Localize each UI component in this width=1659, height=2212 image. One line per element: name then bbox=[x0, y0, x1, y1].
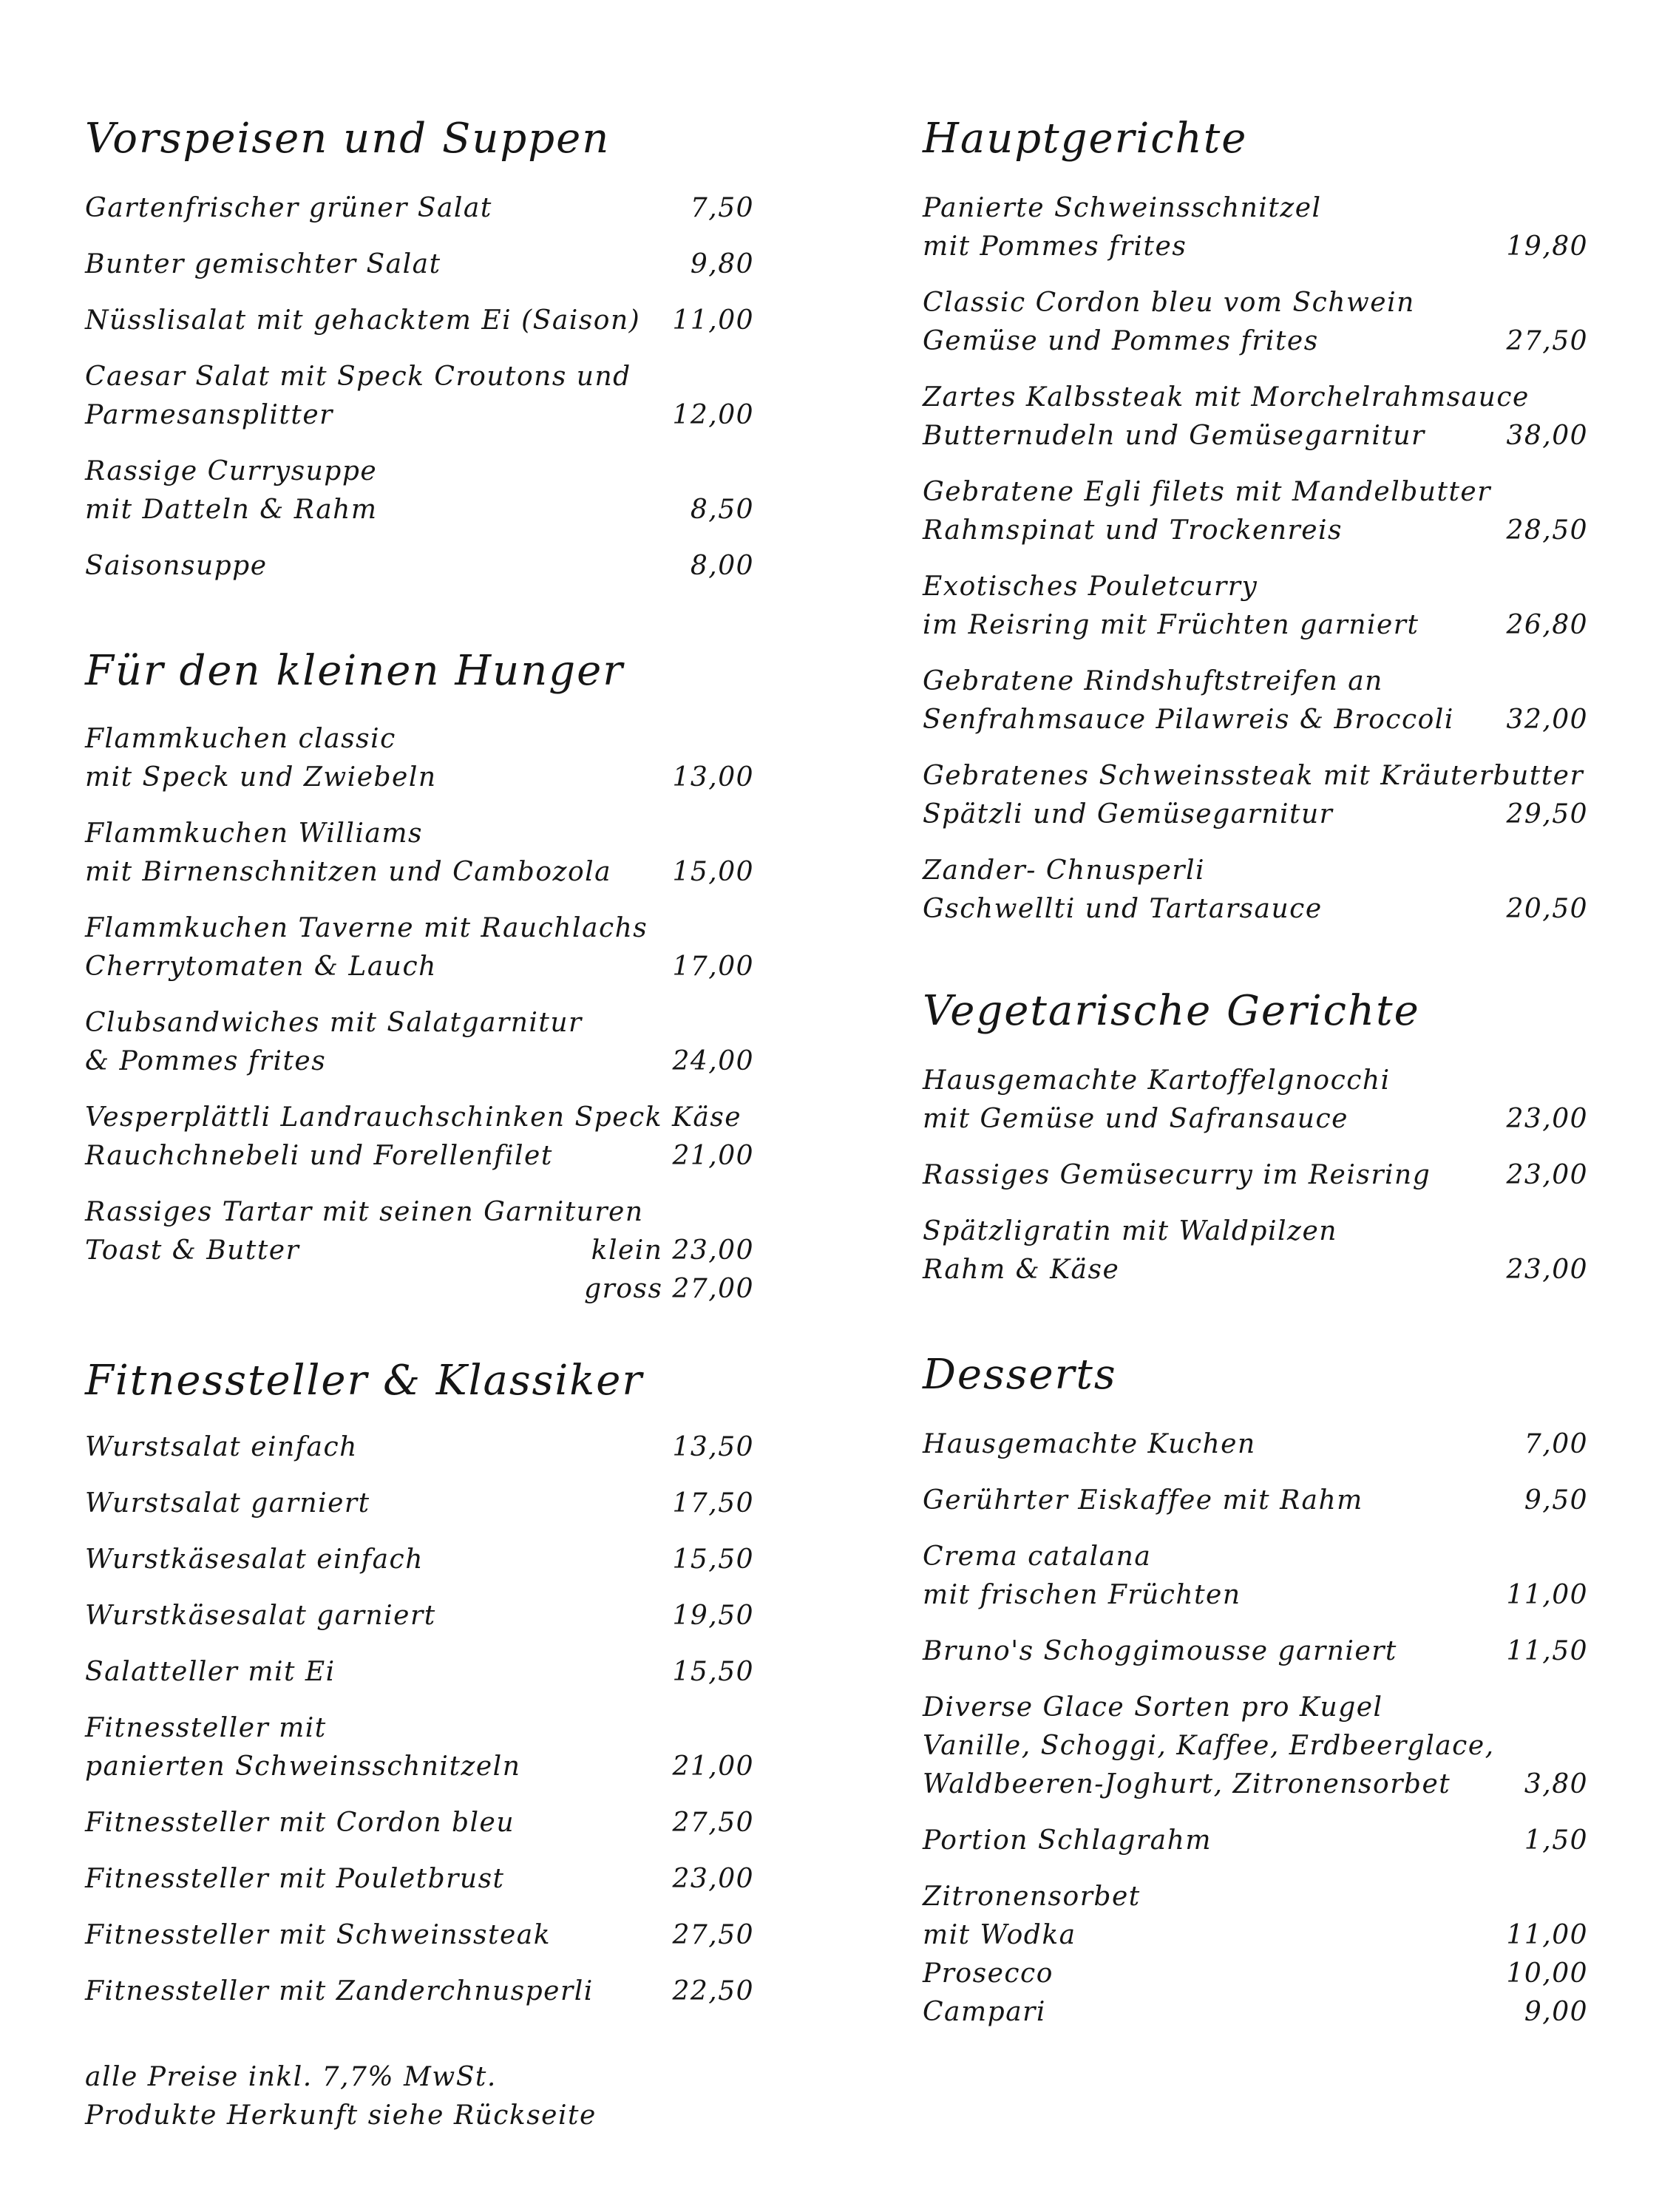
item-price: 19,80 bbox=[1506, 231, 1588, 262]
item-price: 22,50 bbox=[672, 1976, 754, 2006]
item-price: 38,00 bbox=[1506, 421, 1588, 451]
item-name: Flammkuchen Williams bbox=[85, 818, 424, 849]
item-price: 23,00 bbox=[1506, 1160, 1588, 1190]
item-name: Zander- Chnusperli bbox=[923, 855, 1205, 886]
item-name: Hausgemachte Kartoffelgnocchi bbox=[923, 1065, 1391, 1096]
item-price: 11,00 bbox=[1506, 1580, 1588, 1610]
item-name: & Pommes frites bbox=[85, 1046, 327, 1076]
item-name: Gschwellti und Tartarsauce bbox=[923, 894, 1323, 924]
item-name: Clubsandwiches mit Salatgarnitur bbox=[85, 1008, 583, 1038]
item-price: 32,00 bbox=[1506, 705, 1588, 735]
item-price: 9,80 bbox=[690, 249, 754, 279]
item-price: 11,50 bbox=[1506, 1636, 1588, 1666]
item-price: 10,00 bbox=[1506, 1958, 1588, 1989]
item-name: Wurstsalat einfach bbox=[85, 1432, 358, 1462]
item-name: Rassiges Tartar mit seinen Garnituren bbox=[85, 1197, 644, 1227]
item-name: Rahm & Käse bbox=[923, 1255, 1120, 1285]
item-name: Wurstsalat garniert bbox=[85, 1488, 370, 1519]
item-name: Spätzli und Gemüsegarnitur bbox=[923, 799, 1334, 830]
item-name: Spätzligratin mit Waldpilzen bbox=[923, 1216, 1337, 1246]
item-name: Diverse Glace Sorten pro Kugel bbox=[923, 1692, 1383, 1723]
item-price: 23,00 bbox=[672, 1864, 754, 1894]
item-price: 24,00 bbox=[672, 1046, 754, 1076]
item-price-klein: klein 23,00 bbox=[591, 1235, 754, 1266]
item-price: 11,00 bbox=[1506, 1920, 1588, 1950]
origin-note: Produkte Herkunft siehe Rückseite bbox=[85, 2100, 597, 2131]
item-name: Flammkuchen Taverne mit Rauchlachs bbox=[85, 913, 648, 943]
item-name: Saisonsuppe bbox=[85, 551, 268, 581]
item-name: Waldbeeren-Joghurt, Zitronensorbet bbox=[923, 1769, 1451, 1799]
item-price: 17,50 bbox=[672, 1488, 754, 1519]
item-name: Gemüse und Pommes frites bbox=[923, 326, 1319, 356]
item-price: 20,50 bbox=[1506, 894, 1588, 924]
item-name: Classic Cordon bleu vom Schwein bbox=[923, 288, 1415, 318]
item-name: Salatteller mit Ei bbox=[85, 1657, 336, 1687]
item-name: Gebratene Rindshuftstreifen an bbox=[923, 666, 1383, 696]
item-name: Wurstkäsesalat garniert bbox=[85, 1601, 436, 1631]
item-price: 27,50 bbox=[672, 1808, 754, 1838]
item-price: 12,00 bbox=[672, 400, 754, 430]
item-name: Vesperplättli Landrauchschinken Speck Käse bbox=[85, 1102, 742, 1133]
item-price: 9,00 bbox=[1524, 1997, 1588, 2027]
item-name: Zartes Kalbssteak mit Morchelrahmsauce bbox=[923, 382, 1530, 413]
item-name: im Reisring mit Früchten garniert bbox=[923, 610, 1419, 640]
item-name: Flammkuchen classic bbox=[85, 724, 396, 754]
item-price: 9,50 bbox=[1524, 1485, 1588, 1516]
section-title: Vegetarische Gerichte bbox=[923, 987, 1420, 1035]
item-name: mit Speck und Zwiebeln bbox=[85, 762, 437, 793]
section-title: Für den kleinen Hunger bbox=[85, 647, 625, 695]
item-price: 27,50 bbox=[1506, 326, 1588, 356]
item-price: 7,00 bbox=[1524, 1429, 1588, 1459]
item-name: Wurstkäsesalat einfach bbox=[85, 1544, 424, 1575]
item-name: Fitnessteller mit Cordon bleu bbox=[85, 1808, 515, 1838]
item-name: Senfrahmsauce Pilawreis & Broccoli bbox=[923, 705, 1454, 735]
item-price: 3,80 bbox=[1524, 1769, 1588, 1799]
item-price: 19,50 bbox=[672, 1601, 754, 1631]
item-name: Gerührter Eiskaffee mit Rahm bbox=[923, 1485, 1363, 1516]
section-title: Desserts bbox=[923, 1351, 1117, 1399]
section-title: Hauptgerichte bbox=[923, 115, 1248, 163]
item-name: Prosecco bbox=[923, 1958, 1054, 1989]
item-name: Fitnessteller mit bbox=[85, 1713, 327, 1743]
item-name: Rauchchnebeli und Forellenfilet bbox=[85, 1141, 553, 1171]
item-price: 11,00 bbox=[672, 305, 754, 336]
item-price: 17,00 bbox=[672, 951, 754, 982]
item-name: Bruno's Schoggimousse garniert bbox=[923, 1636, 1397, 1666]
item-name: Gebratenes Schweinssteak mit Kräuterbutter bbox=[923, 761, 1584, 791]
item-name: Caesar Salat mit Speck Croutons und bbox=[85, 362, 631, 392]
item-name: Fitnessteller mit Schweinssteak bbox=[85, 1920, 552, 1950]
item-price: 8,50 bbox=[690, 495, 754, 525]
item-name: mit Birnenschnitzen und Cambozola bbox=[85, 857, 612, 887]
item-name: Fitnessteller mit Zanderchnusperli bbox=[85, 1976, 594, 2006]
item-price: 8,00 bbox=[690, 551, 754, 581]
item-name: mit frischen Früchten bbox=[923, 1580, 1241, 1610]
item-name: mit Wodka bbox=[923, 1920, 1076, 1950]
item-name: Vanille, Schoggi, Kaffee, Erdbeerglace, bbox=[923, 1731, 1495, 1761]
item-price: 21,00 bbox=[672, 1141, 754, 1171]
item-name: Rassige Currysuppe bbox=[85, 456, 378, 486]
item-price: 7,50 bbox=[690, 193, 754, 223]
item-price: 29,50 bbox=[1506, 799, 1588, 830]
item-name: Crema catalana bbox=[923, 1541, 1152, 1572]
item-price: 15,50 bbox=[672, 1657, 754, 1687]
item-name: Panierte Schweinsschnitzel bbox=[923, 193, 1322, 223]
item-name: Fitnessteller mit Pouletbrust bbox=[85, 1864, 505, 1894]
item-name: Rahmspinat und Trockenreis bbox=[923, 515, 1343, 546]
item-price: 13,50 bbox=[672, 1432, 754, 1462]
item-name: Portion Schlagrahm bbox=[923, 1825, 1212, 1856]
item-name: Toast & Butter bbox=[85, 1235, 300, 1266]
item-name: mit Pommes frites bbox=[923, 231, 1187, 262]
item-price: 21,00 bbox=[672, 1751, 754, 1782]
item-name: Rassiges Gemüsecurry im Reisring bbox=[923, 1160, 1431, 1190]
item-name: Butternudeln und Gemüsegarnitur bbox=[923, 421, 1425, 451]
item-price: 28,50 bbox=[1506, 515, 1588, 546]
item-name: mit Datteln & Rahm bbox=[85, 495, 378, 525]
item-price: 1,50 bbox=[1524, 1825, 1588, 1856]
item-name: Bunter gemischter Salat bbox=[85, 249, 441, 279]
item-name: panierten Schweinsschnitzeln bbox=[85, 1751, 521, 1782]
item-name: Exotisches Pouletcurry bbox=[923, 571, 1258, 602]
item-name: Campari bbox=[923, 1997, 1046, 2027]
section-title: Fitnessteller & Klassiker bbox=[85, 1357, 644, 1405]
item-price: 15,00 bbox=[672, 857, 754, 887]
item-name: Parmesansplitter bbox=[85, 400, 333, 430]
item-price: 27,50 bbox=[672, 1920, 754, 1950]
item-price-gross: gross 27,00 bbox=[584, 1274, 754, 1304]
item-name: Cherrytomaten & Lauch bbox=[85, 951, 437, 982]
vat-note: alle Preise inkl. 7,7% MwSt. bbox=[85, 2062, 497, 2092]
item-price: 23,00 bbox=[1506, 1255, 1588, 1285]
item-price: 15,50 bbox=[672, 1544, 754, 1575]
item-name: Nüsslisalat mit gehacktem Ei (Saison) bbox=[85, 305, 641, 336]
item-price: 13,00 bbox=[672, 762, 754, 793]
item-name: mit Gemüse und Safransauce bbox=[923, 1104, 1348, 1134]
item-name: Gartenfrischer grüner Salat bbox=[85, 193, 492, 223]
item-price: 26,80 bbox=[1506, 610, 1588, 640]
item-name: Hausgemachte Kuchen bbox=[923, 1429, 1256, 1459]
section-title: Vorspeisen und Suppen bbox=[85, 115, 611, 163]
item-name: Gebratene Egli filets mit Mandelbutter bbox=[923, 477, 1491, 507]
item-price: 23,00 bbox=[1506, 1104, 1588, 1134]
item-name: Zitronensorbet bbox=[923, 1882, 1141, 1912]
